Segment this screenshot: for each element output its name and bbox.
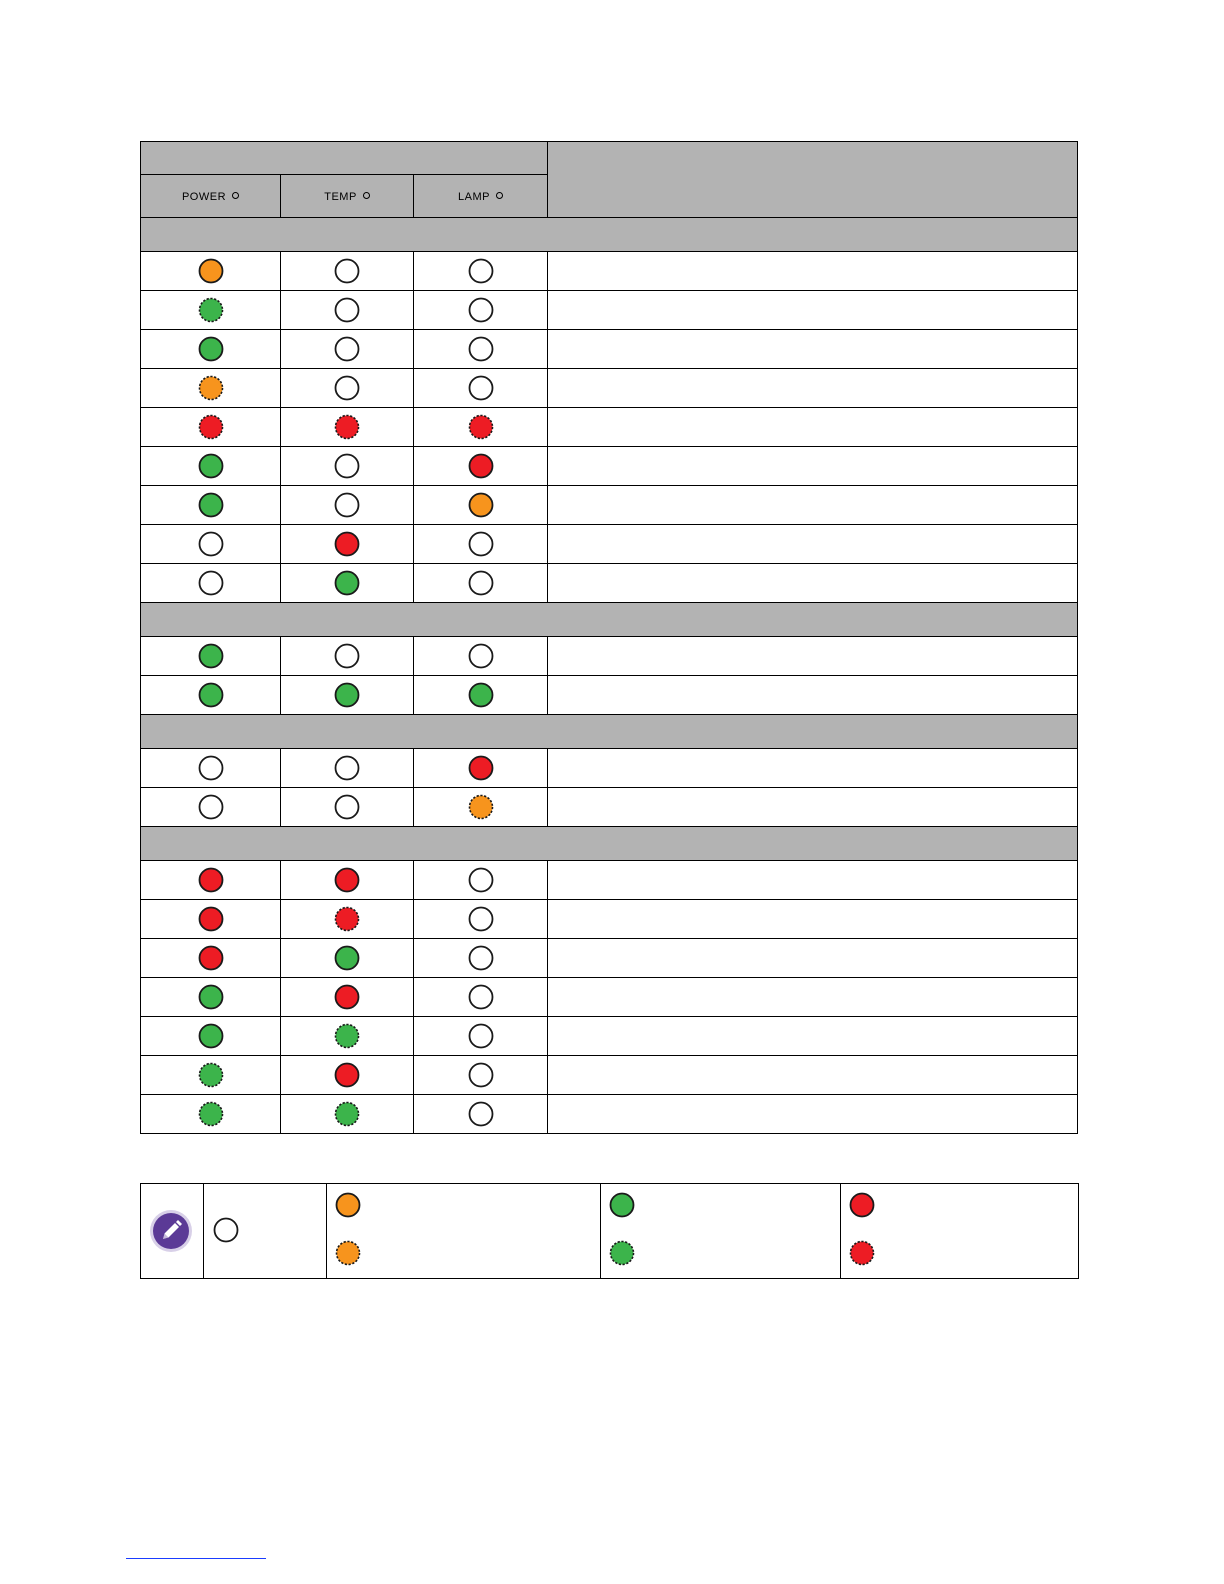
power-led-cell <box>141 291 281 330</box>
status-description-cell <box>548 369 1078 408</box>
led-green-solid-icon <box>468 682 494 708</box>
column-temp: TEMP <box>281 175 414 218</box>
section-header-cell <box>141 715 1078 749</box>
legend-orange <box>327 1184 601 1279</box>
temp-led-cell <box>281 939 414 978</box>
table-row <box>141 861 1078 900</box>
legend-orange-flash-item <box>335 1240 361 1266</box>
temp-led-cell <box>281 564 414 603</box>
table-row <box>141 676 1078 715</box>
legend-red <box>841 1184 1079 1279</box>
temp-led-cell <box>281 1056 414 1095</box>
led-header <box>141 142 548 175</box>
section-header-row <box>141 827 1078 861</box>
legend-orange-solid-item <box>335 1192 361 1218</box>
led-off-icon <box>334 336 360 362</box>
led-green-flash-icon <box>334 1101 360 1127</box>
lamp-led-cell <box>414 1056 548 1095</box>
status-description-cell <box>548 1056 1078 1095</box>
led-off-icon <box>334 453 360 479</box>
status-description-cell <box>548 978 1078 1017</box>
status-description-cell <box>548 291 1078 330</box>
led-off-icon <box>468 336 494 362</box>
power-led-cell <box>141 330 281 369</box>
status-description-cell <box>548 676 1078 715</box>
lamp-led-cell <box>414 861 548 900</box>
lamp-led-cell <box>414 369 548 408</box>
table-row <box>141 447 1078 486</box>
legend-green-solid-item <box>609 1192 635 1218</box>
temp-led-cell <box>281 1017 414 1056</box>
lamp-led-cell <box>414 252 548 291</box>
power-led-cell <box>141 939 281 978</box>
table-row <box>141 486 1078 525</box>
status-description-cell <box>548 564 1078 603</box>
power-led-cell <box>141 861 281 900</box>
lamp-led-cell <box>414 749 548 788</box>
status-description-cell <box>548 900 1078 939</box>
temp-led-cell <box>281 369 414 408</box>
table-row <box>141 1095 1078 1134</box>
led-red-solid-icon <box>334 1062 360 1088</box>
table-row <box>141 330 1078 369</box>
led-off-icon <box>468 531 494 557</box>
status-description-cell <box>548 447 1078 486</box>
power-led-cell <box>141 525 281 564</box>
led-orange-solid-icon <box>335 1192 361 1218</box>
led-red-solid-icon <box>198 906 224 932</box>
led-off-icon <box>334 492 360 518</box>
temp-led-cell <box>281 447 414 486</box>
led-off-icon <box>198 755 224 781</box>
status-description-cell <box>548 1017 1078 1056</box>
power-led-cell <box>141 564 281 603</box>
status-description-cell <box>548 749 1078 788</box>
led-red-flash-icon <box>849 1240 875 1266</box>
legend-green <box>601 1184 841 1279</box>
led-red-flash-icon <box>334 414 360 440</box>
column-lamp: LAMP <box>414 175 548 218</box>
temp-led-cell <box>281 486 414 525</box>
led-red-solid-icon <box>198 945 224 971</box>
section-header-row <box>141 218 1078 252</box>
table-row <box>141 252 1078 291</box>
temp-led-cell <box>281 900 414 939</box>
status-description-cell <box>548 408 1078 447</box>
temp-indicator-icon <box>363 192 370 199</box>
led-red-flash-icon <box>468 414 494 440</box>
led-off-icon <box>334 258 360 284</box>
column-power: POWER <box>141 175 281 218</box>
table-row <box>141 408 1078 447</box>
led-off-icon <box>334 375 360 401</box>
led-red-solid-icon <box>334 531 360 557</box>
led-off-icon <box>198 531 224 557</box>
lamp-led-cell <box>414 486 548 525</box>
table-row <box>141 1056 1078 1095</box>
led-red-solid-icon <box>334 867 360 893</box>
section-header-cell <box>141 603 1078 637</box>
led-orange-solid-icon <box>198 258 224 284</box>
led-orange-flash-icon <box>468 794 494 820</box>
temp-led-cell <box>281 749 414 788</box>
table-row <box>141 369 1078 408</box>
legend-off <box>204 1184 327 1279</box>
temp-led-cell <box>281 788 414 827</box>
led-green-solid-icon <box>198 682 224 708</box>
lamp-led-cell <box>414 447 548 486</box>
temp-led-cell <box>281 1095 414 1134</box>
section-header-cell <box>141 827 1078 861</box>
led-red-solid-icon <box>849 1192 875 1218</box>
table-row <box>141 788 1078 827</box>
table-row <box>141 749 1078 788</box>
temp-led-cell <box>281 978 414 1017</box>
power-led-cell <box>141 1095 281 1134</box>
led-off-icon <box>468 643 494 669</box>
led-indicator-table <box>140 141 1078 1134</box>
lamp-led-cell <box>414 408 548 447</box>
power-led-cell <box>141 788 281 827</box>
led-off-icon <box>198 570 224 596</box>
lamp-led-cell <box>414 637 548 676</box>
led-off-icon <box>468 570 494 596</box>
led-red-solid-icon <box>334 984 360 1010</box>
table-row <box>141 525 1078 564</box>
pencil-note-icon <box>149 1209 193 1253</box>
led-orange-solid-icon <box>468 492 494 518</box>
led-off-icon <box>334 297 360 323</box>
led-off-icon <box>198 794 224 820</box>
table-row <box>141 291 1078 330</box>
power-led-cell <box>141 486 281 525</box>
lamp-led-cell <box>414 525 548 564</box>
temp-led-cell <box>281 291 414 330</box>
legend-note <box>140 1183 1079 1279</box>
temp-led-cell <box>281 330 414 369</box>
temp-led-cell <box>281 637 414 676</box>
led-off-icon <box>334 643 360 669</box>
legend-green-flash-item <box>609 1240 635 1266</box>
led-off-icon <box>468 375 494 401</box>
led-off-icon <box>334 755 360 781</box>
power-led-cell <box>141 447 281 486</box>
table-row <box>141 564 1078 603</box>
power-led-cell <box>141 252 281 291</box>
led-off-icon <box>468 1101 494 1127</box>
temp-led-cell <box>281 676 414 715</box>
lamp-led-cell <box>414 788 548 827</box>
section-header-row <box>141 603 1078 637</box>
footer-link-rule <box>126 1558 266 1559</box>
status-description-cell <box>548 330 1078 369</box>
legend-red-solid-item <box>849 1192 875 1218</box>
temp-led-cell <box>281 408 414 447</box>
status-description-cell <box>548 486 1078 525</box>
led-off-icon <box>468 1023 494 1049</box>
power-led-cell <box>141 900 281 939</box>
led-green-solid-icon <box>198 453 224 479</box>
table-row <box>141 900 1078 939</box>
led-red-flash-icon <box>334 906 360 932</box>
table-row <box>141 1017 1078 1056</box>
status-description-cell <box>548 1095 1078 1134</box>
lamp-led-cell <box>414 564 548 603</box>
led-off-icon <box>468 945 494 971</box>
led-green-solid-icon <box>609 1192 635 1218</box>
led-green-solid-icon <box>334 570 360 596</box>
section-header-row <box>141 715 1078 749</box>
legend-red-flash-item <box>849 1240 875 1266</box>
table-row <box>141 978 1078 1017</box>
led-off-icon <box>213 1217 239 1243</box>
power-led-cell <box>141 369 281 408</box>
temp-led-cell <box>281 861 414 900</box>
status-description-cell <box>548 788 1078 827</box>
status-description-cell <box>548 637 1078 676</box>
status-description-cell <box>548 939 1078 978</box>
led-red-flash-icon <box>198 414 224 440</box>
led-off-icon <box>468 258 494 284</box>
power-led-cell <box>141 408 281 447</box>
status-description-cell <box>548 252 1078 291</box>
led-green-solid-icon <box>198 643 224 669</box>
led-green-flash-icon <box>198 297 224 323</box>
led-green-solid-icon <box>198 336 224 362</box>
led-green-flash-icon <box>609 1240 635 1266</box>
led-red-solid-icon <box>468 755 494 781</box>
power-indicator-icon <box>232 192 239 199</box>
temp-led-cell <box>281 252 414 291</box>
table-row <box>141 637 1078 676</box>
led-red-solid-icon <box>468 453 494 479</box>
led-green-solid-icon <box>198 984 224 1010</box>
power-led-cell <box>141 749 281 788</box>
led-off-icon <box>334 794 360 820</box>
led-green-solid-icon <box>198 1023 224 1049</box>
legend-icon-cell <box>141 1184 204 1279</box>
led-green-flash-icon <box>334 1023 360 1049</box>
led-off-icon <box>468 1062 494 1088</box>
led-red-solid-icon <box>198 867 224 893</box>
power-led-cell <box>141 1056 281 1095</box>
lamp-led-cell <box>414 900 548 939</box>
lamp-led-cell <box>414 291 548 330</box>
status-description-cell <box>548 861 1078 900</box>
lamp-led-cell <box>414 330 548 369</box>
status-header <box>548 142 1078 218</box>
power-led-cell <box>141 676 281 715</box>
led-off-icon <box>468 906 494 932</box>
led-orange-flash-icon <box>198 375 224 401</box>
lamp-led-cell <box>414 676 548 715</box>
led-orange-flash-icon <box>335 1240 361 1266</box>
led-table-body <box>141 218 1078 1134</box>
lamp-led-cell <box>414 939 548 978</box>
lamp-led-cell <box>414 978 548 1017</box>
power-led-cell <box>141 637 281 676</box>
power-led-cell <box>141 978 281 1017</box>
lamp-led-cell <box>414 1095 548 1134</box>
power-led-cell <box>141 1017 281 1056</box>
table-row <box>141 939 1078 978</box>
status-description-cell <box>548 525 1078 564</box>
led-green-solid-icon <box>334 682 360 708</box>
lamp-led-cell <box>414 1017 548 1056</box>
section-header-cell <box>141 218 1078 252</box>
led-off-icon <box>468 867 494 893</box>
led-green-solid-icon <box>198 492 224 518</box>
led-off-icon <box>468 984 494 1010</box>
legend-off-item <box>213 1217 239 1243</box>
led-green-solid-icon <box>334 945 360 971</box>
led-off-icon <box>468 297 494 323</box>
temp-led-cell <box>281 525 414 564</box>
led-green-flash-icon <box>198 1101 224 1127</box>
led-green-flash-icon <box>198 1062 224 1088</box>
lamp-indicator-icon <box>496 192 503 199</box>
